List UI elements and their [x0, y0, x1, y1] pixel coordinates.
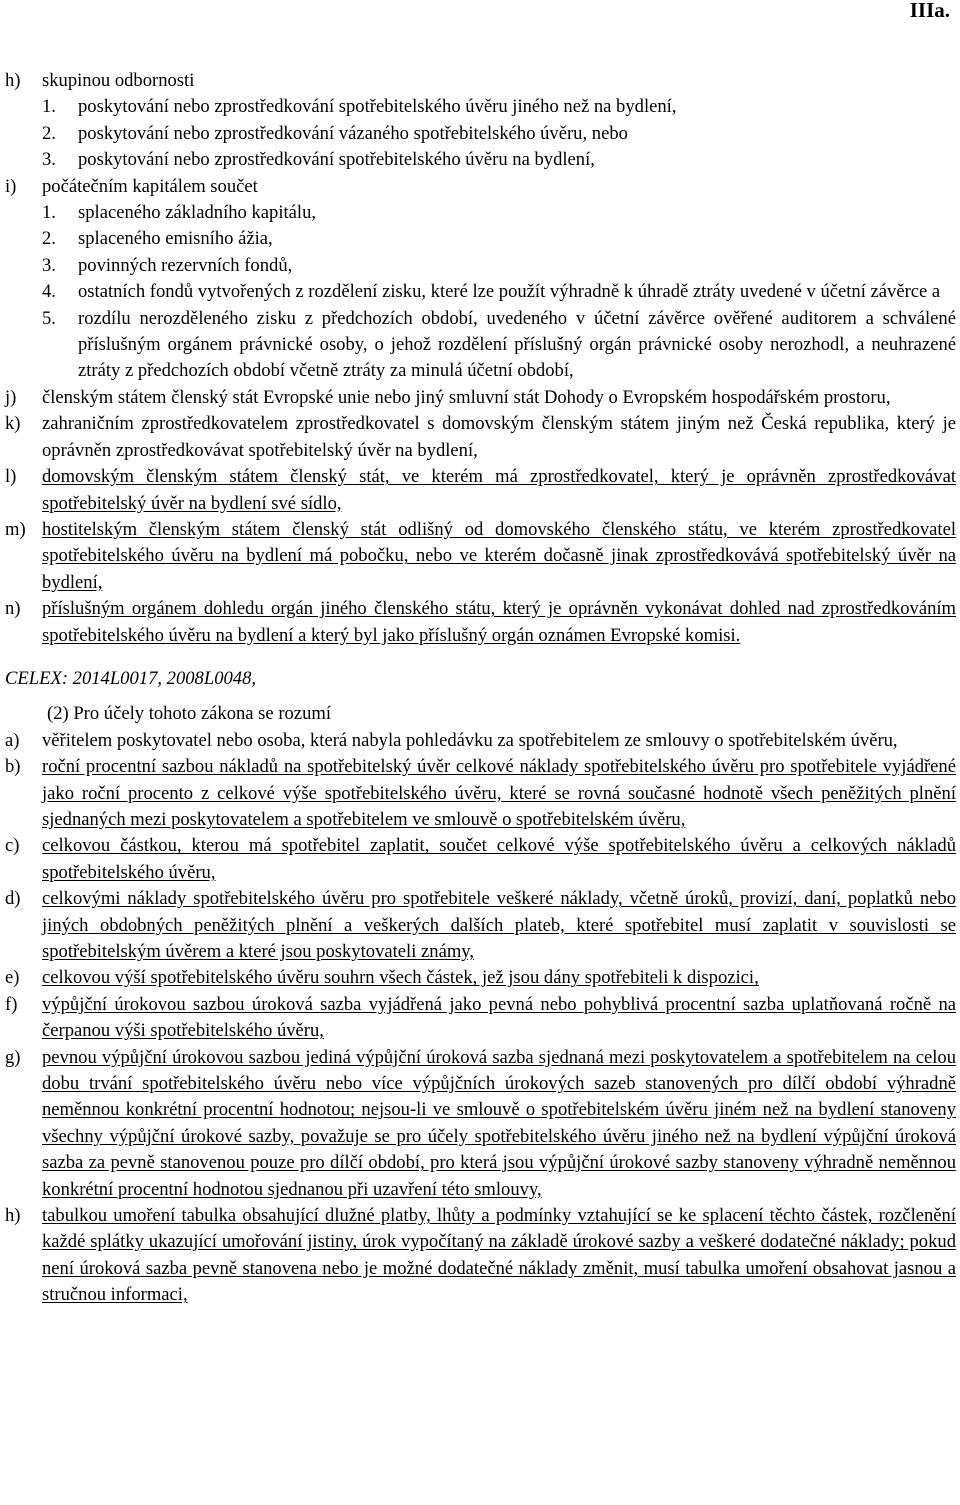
item-text: výpůjční úrokovou sazbou úroková sazba vyjádřená jako pevná nebo pohyblivá procentní sazba uplatňovaná ročně na čerpanou výši spotřebitelského úvěru,	[42, 993, 956, 1042]
definition-subitem	[5, 226, 956, 252]
item-text: skupinou odbornosti	[42, 70, 195, 91]
document-body	[5, 68, 956, 1309]
item-label: d)	[5, 888, 21, 910]
spacer	[5, 649, 956, 666]
subitem-text: poskytování nebo zprostředkování spotřebitelského úvěru jiného než na bydlení,	[78, 96, 677, 118]
subitem-label: 1.	[42, 202, 56, 224]
item-text: tabulkou umoření tabulka obsahující dlužné platby, lhůty a podmínky vztahující se ke splacení těchto částek, rozčlenění každé splátky ukazující umořování jistiny, úrok vypočítaný na základě úrokové sazby a veškeré dodatečné náklady; pokud není úroková sazba pevně stanovena nebo je možné dodatečné náklady změnit, musí tabulka umoření obsahovat jasnou a stručnou informaci,	[42, 1205, 956, 1306]
item-label: c)	[5, 835, 20, 857]
subitem-text: splaceného základního kapitálu,	[78, 202, 317, 224]
item-label: l)	[5, 466, 17, 488]
item-label: n)	[5, 598, 21, 620]
definition-subitem	[5, 279, 956, 305]
item-text: členským státem členský stát Evropské unie nebo jiný smluvní stát Dohody o Evropském hospodářském prostoru,	[42, 386, 891, 408]
subitem-text: ostatních fondů vytvořených z rozdělení zisku, které lze použít výhradně k úhradě ztráty uvedené v účetní závěrce a	[78, 281, 941, 303]
subitem-label: 5.	[42, 307, 56, 329]
item-label: f)	[5, 993, 18, 1015]
item-label: h)	[5, 1205, 21, 1227]
subitem-label: 4.	[42, 281, 56, 303]
paragraph-2-item	[5, 1045, 956, 1203]
item-text: celkovou částkou, kterou má spotřebitel zaplatit, součet celkové výše spotřebitelského úvěru a celkových nákladů spotřebitelského úvěru,	[42, 835, 956, 883]
item-text: pevnou výpůjční úrokovou sazbou jediná výpůjční úroková sazba sjednaná mezi poskytovatelem a spotřebitelem na celou dobu trvání spotřebitelského úvěru nebo více výpůjčních úrokových sazeb stanovených pro dílčí období výhradně neměnnou konkrétní procentní hodnotou; nejsou-li ve smlouvě o spotřebitelském úvěru jiném než na bydlení stanoveny všechny výpůjční úrokové sazby, považuje se pro účely spotřebitelského úvěru jiného než na bydlení výpůjční úroková sazba za pevně stanovenou pouze pro dílčí období, pro která jsou výpůjční úrokové sazby stanoveny výhradně neměnnou konkrétní procentní hodnotou sjednanou při uzavření této smlouvy,	[42, 1046, 956, 1200]
paragraph-2-intro: (2) Pro účely tohoto zákona se rozumí	[47, 703, 331, 725]
item-text: hostitelským členským státem členský stát odlišný od domovského členského státu, ve kterém zprostředkovatel spotřebitelského úvěru na bydlení má pobočku, nebo ve kterém dočasně jinak zprostředkovává spotřebitelský úvěr na bydlení,	[42, 518, 956, 593]
definition-item	[5, 385, 956, 411]
item-label: j)	[5, 386, 17, 408]
item-label: a)	[5, 729, 20, 751]
item-label: g)	[5, 1046, 21, 1068]
celex-reference: CELEX: 2014L0017, 2008L0048,	[5, 667, 257, 689]
paragraph-2-item	[5, 886, 956, 965]
page-mark: IIIa.	[909, 0, 950, 22]
subitem-label: 2.	[42, 228, 56, 250]
subitem-text: povinných rezervních fondů,	[78, 254, 293, 276]
paragraph-2-item	[5, 1203, 956, 1309]
item-label: k)	[5, 413, 21, 435]
item-label: e)	[5, 967, 20, 989]
item-label: h)	[5, 70, 21, 91]
definition-item	[5, 596, 956, 649]
paragraph-2-item	[5, 992, 956, 1045]
definition-item	[5, 411, 956, 464]
item-label: b)	[5, 756, 21, 778]
item-text: celkovou výší spotřebitelského úvěru souhrn všech částek, jež jsou dány spotřebiteli k dispozici,	[42, 967, 759, 989]
item-text: zahraničním zprostředkovatelem zprostředkovatel s domovským členským státem jiným než Česká republika, který je oprávněn zprostředkovávat spotřebitelský úvěr na bydlení,	[42, 413, 956, 461]
definition-subitem	[5, 121, 956, 147]
subitem-label: 3.	[42, 149, 56, 171]
definition-subitem	[5, 306, 956, 385]
item-text: počátečním kapitálem součet	[42, 175, 258, 197]
definition-item	[5, 517, 956, 596]
definition-subitem	[5, 147, 956, 173]
definition-item	[5, 68, 956, 94]
definition-item	[5, 464, 956, 517]
paragraph-2-item	[5, 754, 956, 833]
definition-subitem	[5, 200, 956, 226]
subitem-text: rozdílu nerozděleného zisku z předchozích období, uvedeného v účetní závěrce ověřené auditorem a schválené příslušným orgánem právnické osoby, o jehož rozdělení příslušný orgán právnické osoby nerozhodl, a neuhrazené ztráty z předchozích období včetně ztráty za minulá účetní období,	[78, 307, 956, 382]
item-label: i)	[5, 175, 17, 197]
item-text: celkovými náklady spotřebitelského úvěru pro spotřebitele veškeré náklady, včetně úroků, provizí, daní, poplatků nebo jiných obdobných peněžitých plnění a veškerých dalších plateb, které spotřebitel musí zaplatit v souvislosti se spotřebitelským úvěrem a které jsou poskytovateli známy,	[42, 888, 956, 962]
item-text: domovským členským státem členský stát, ve kterém má zprostředkovatel, který je oprávněn zprostředkovávat spotřebitelský úvěr na bydlení své sídlo,	[42, 466, 956, 514]
definition-subitem	[5, 253, 956, 279]
paragraph-2-item	[5, 965, 956, 991]
subitem-label: 1.	[42, 96, 56, 118]
definitions-section-2	[5, 728, 956, 1309]
paragraph-2-item	[5, 833, 956, 886]
definitions-section-1	[5, 68, 956, 649]
item-label: m)	[5, 518, 26, 540]
item-text: roční procentní sazbou nákladů na spotřebitelský úvěr celkové náklady spotřebitelského úvěru pro spotřebitele vyjádřené jako roční procento z celkové výše spotřebitelského úvěru, které se rovná současné hodnotě všech peněžitých plnění sjednaných mezi poskytovatelem a spotřebitelem ve smlouvě o spotřebitelském úvěru,	[42, 756, 956, 830]
item-text: příslušným orgánem dohledu orgán jiného členského státu, který je oprávněn vykonávat dohled nad zprostředkováním spotřebitelského úvěru na bydlení a který byl jako příslušný orgán oznámen Evropské komisi.	[42, 598, 956, 646]
item-text: věřitelem poskytovatel nebo osoba, která nabyla pohledávku za spotřebitelem ze smlouvy o spotřebitelském úvěru,	[42, 729, 898, 751]
subitem-text: poskytování nebo zprostředkování vázaného spotřebitelského úvěru, nebo	[78, 122, 628, 144]
subitem-text: splaceného emisního ážia,	[78, 228, 273, 250]
subitem-label: 2.	[42, 122, 56, 144]
paragraph-2-item	[5, 728, 956, 754]
definition-subitem	[5, 94, 956, 120]
definition-item	[5, 174, 956, 200]
subitem-text: poskytování nebo zprostředkování spotřebitelského úvěru na bydlení,	[78, 149, 595, 171]
subitem-label: 3.	[42, 254, 56, 276]
